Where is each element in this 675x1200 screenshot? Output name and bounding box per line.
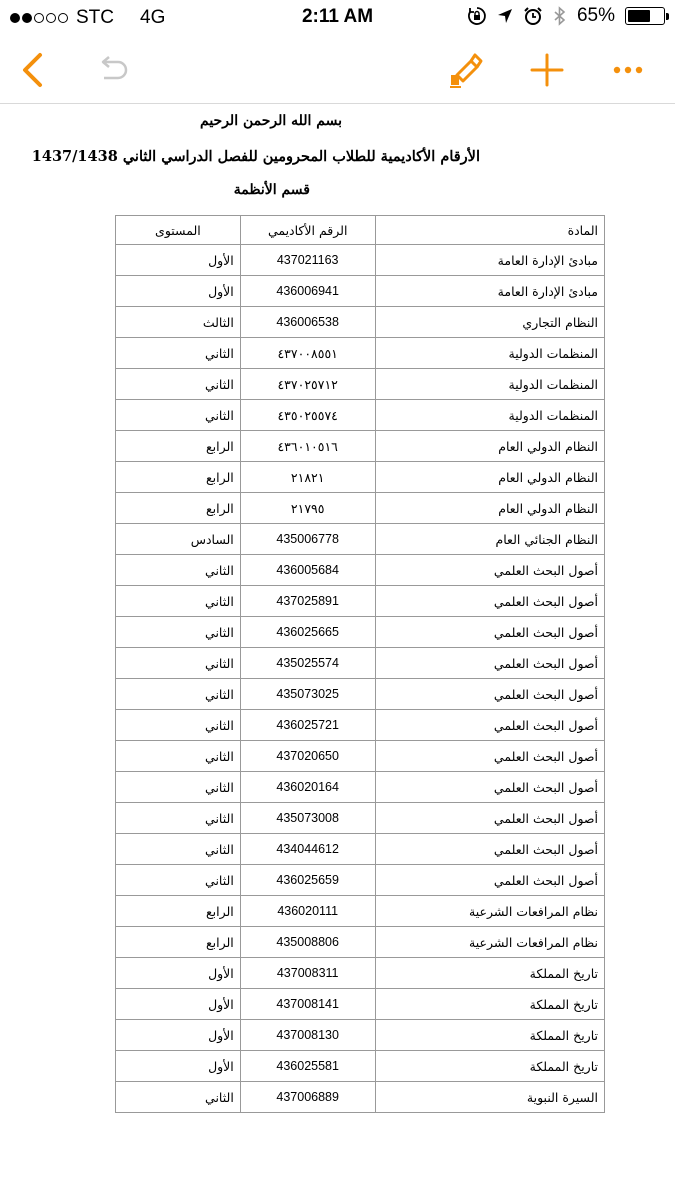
- students-table: [115, 215, 605, 1113]
- table-row: [116, 989, 605, 1020]
- cell-academic-number: 437020650: [240, 741, 375, 772]
- cell-level: الثاني: [116, 1082, 241, 1113]
- cell-academic-number: 436005684: [240, 555, 375, 586]
- table-row: [116, 555, 605, 586]
- cell-subject: أصول البحث العلمي: [375, 772, 604, 803]
- markup-button[interactable]: [446, 50, 486, 90]
- table-row: [116, 772, 605, 803]
- basmala: بسم الله الرحمن الرحيم: [200, 113, 342, 129]
- cell-subject: مبادئ الإدارة العامة: [375, 245, 604, 276]
- cell-subject: أصول البحث العلمي: [375, 617, 604, 648]
- table-row: [116, 1082, 605, 1113]
- cell-subject: تاريخ المملكة: [375, 958, 604, 989]
- back-button[interactable]: [12, 50, 52, 90]
- status-bar: [0, 0, 675, 36]
- bluetooth-icon: [553, 6, 567, 26]
- cell-subject: نظام المرافعات الشرعية: [375, 896, 604, 927]
- cell-academic-number: 436025581: [240, 1051, 375, 1082]
- cell-subject: النظام الدولي العام: [375, 493, 604, 524]
- cell-level: الأول: [116, 276, 241, 307]
- cell-subject: تاريخ المملكة: [375, 1020, 604, 1051]
- cell-level: الأول: [116, 1051, 241, 1082]
- cell-academic-number: 436025659: [240, 865, 375, 896]
- table-row: [116, 803, 605, 834]
- cell-academic-number: 436020111: [240, 896, 375, 927]
- cell-level: الثاني: [116, 772, 241, 803]
- cell-academic-number: 436020164: [240, 772, 375, 803]
- table-row: [116, 245, 605, 276]
- table-row: [116, 679, 605, 710]
- cell-level: الرابع: [116, 462, 241, 493]
- cell-subject: النظام الدولي العام: [375, 462, 604, 493]
- table-row: [116, 617, 605, 648]
- undo-button[interactable]: [92, 50, 132, 90]
- cell-subject: أصول البحث العلمي: [375, 555, 604, 586]
- cell-academic-number: ٢١٧٩٥: [240, 493, 375, 524]
- table-header-row: [116, 216, 605, 245]
- cell-academic-number: ٤٣٧٠٠٨٥٥١: [240, 338, 375, 369]
- cell-level: الثاني: [116, 679, 241, 710]
- cell-academic-number: ٤٣٦٠١٠٥١٦: [240, 431, 375, 462]
- cell-academic-number: 436006941: [240, 276, 375, 307]
- cell-academic-number: 435073008: [240, 803, 375, 834]
- battery-percent: 65%: [576, 5, 615, 26]
- cell-level: الثاني: [116, 834, 241, 865]
- document-toolbar: [0, 36, 675, 104]
- cell-academic-number: 434044612: [240, 834, 375, 865]
- cell-subject: السيرة النبوية: [375, 1082, 604, 1113]
- cell-level: الثاني: [116, 865, 241, 896]
- battery-level: [628, 10, 650, 22]
- cell-academic-number: 435073025: [240, 679, 375, 710]
- alarm-clock-icon: [523, 6, 543, 26]
- cell-subject: أصول البحث العلمي: [375, 865, 604, 896]
- cell-academic-number: 437021163: [240, 245, 375, 276]
- cell-level: الثاني: [116, 555, 241, 586]
- table-row: [116, 1051, 605, 1082]
- add-button[interactable]: [527, 50, 567, 90]
- cell-level: الأول: [116, 1020, 241, 1051]
- cell-subject: النظام الدولي العام: [375, 431, 604, 462]
- cell-academic-number: 436025721: [240, 710, 375, 741]
- cell-academic-number: 437008311: [240, 958, 375, 989]
- cell-level: الرابع: [116, 927, 241, 958]
- cell-subject: أصول البحث العلمي: [375, 834, 604, 865]
- cell-level: الثاني: [116, 369, 241, 400]
- back-chevron-icon: [18, 52, 46, 88]
- cell-academic-number: 435006778: [240, 524, 375, 555]
- cell-subject: النظام التجاري: [375, 307, 604, 338]
- header-academic-number: الرقم الأكاديمي: [240, 216, 375, 245]
- department-name: قسم الأنظمة: [233, 182, 310, 198]
- cell-academic-number: ٢١٨٢١: [240, 462, 375, 493]
- table-row: [116, 958, 605, 989]
- cell-level: الثاني: [116, 586, 241, 617]
- cell-academic-number: 435025574: [240, 648, 375, 679]
- table-row: [116, 1020, 605, 1051]
- cell-level: الرابع: [116, 431, 241, 462]
- cell-academic-number: 436006538: [240, 307, 375, 338]
- cell-subject: المنظمات الدولية: [375, 369, 604, 400]
- cell-academic-number: ٤٣٥٠٢٥٥٧٤: [240, 400, 375, 431]
- cell-subject: المنظمات الدولية: [375, 400, 604, 431]
- cell-subject: أصول البحث العلمي: [375, 710, 604, 741]
- table-row: [116, 865, 605, 896]
- cell-academic-number: 435008806: [240, 927, 375, 958]
- header-level: المستوى: [116, 216, 241, 245]
- cell-academic-number: 437006889: [240, 1082, 375, 1113]
- document-title: الأرقام الأكاديمية للطلاب المحرومين للفصل الدراسي الثاني 1437/1438: [31, 148, 480, 165]
- cell-academic-number: 437025891: [240, 586, 375, 617]
- cell-academic-number: 437008130: [240, 1020, 375, 1051]
- table-row: [116, 462, 605, 493]
- orientation-lock-icon: [467, 6, 487, 26]
- cell-subject: أصول البحث العلمي: [375, 741, 604, 772]
- location-arrow-icon: [497, 8, 513, 24]
- table-row: [116, 307, 605, 338]
- table-row: [116, 338, 605, 369]
- table-row: [116, 493, 605, 524]
- cell-subject: مبادئ الإدارة العامة: [375, 276, 604, 307]
- cell-subject: النظام الجنائي العام: [375, 524, 604, 555]
- undo-icon: [94, 54, 130, 86]
- table-row: [116, 834, 605, 865]
- cell-level: الرابع: [116, 493, 241, 524]
- network-type: 4G: [140, 7, 166, 28]
- table-row: [116, 400, 605, 431]
- table-row: [116, 431, 605, 462]
- status-right: [467, 5, 665, 27]
- table-row: [116, 896, 605, 927]
- cell-subject: نظام المرافعات الشرعية: [375, 927, 604, 958]
- cell-level: الثاني: [116, 338, 241, 369]
- table-row: [116, 586, 605, 617]
- cell-level: الأول: [116, 989, 241, 1020]
- table-row: [116, 369, 605, 400]
- cell-level: الثالث: [116, 307, 241, 338]
- table-row: [116, 710, 605, 741]
- add-icon: [529, 52, 565, 88]
- cell-level: الأول: [116, 245, 241, 276]
- cell-subject: أصول البحث العلمي: [375, 648, 604, 679]
- table-row: [116, 276, 605, 307]
- cell-subject: تاريخ المملكة: [375, 989, 604, 1020]
- cell-subject: أصول البحث العلمي: [375, 803, 604, 834]
- cell-level: الرابع: [116, 896, 241, 927]
- cell-level: الثاني: [116, 648, 241, 679]
- cell-subject: أصول البحث العلمي: [375, 679, 604, 710]
- cell-level: الثاني: [116, 803, 241, 834]
- cell-level: الثاني: [116, 710, 241, 741]
- cell-academic-number: 437008141: [240, 989, 375, 1020]
- cell-academic-number: ٤٣٧٠٢٥٧١٢: [240, 369, 375, 400]
- more-icon: [612, 65, 644, 75]
- carrier-name: STC: [76, 7, 114, 28]
- cell-level: الأول: [116, 958, 241, 989]
- table-row: [116, 741, 605, 772]
- cell-level: الثاني: [116, 400, 241, 431]
- table-row: [116, 524, 605, 555]
- table-row: [116, 648, 605, 679]
- markup-pen-icon: [447, 51, 485, 89]
- cell-academic-number: 436025665: [240, 617, 375, 648]
- more-button[interactable]: [608, 50, 648, 90]
- table-row: [116, 927, 605, 958]
- header-subject: المادة: [375, 216, 604, 245]
- cell-subject: تاريخ المملكة: [375, 1051, 604, 1082]
- status-time: 2:11 AM: [301, 6, 374, 27]
- cell-level: الثاني: [116, 741, 241, 772]
- cell-level: السادس: [116, 524, 241, 555]
- battery-icon: [625, 7, 665, 25]
- cell-subject: أصول البحث العلمي: [375, 586, 604, 617]
- cell-subject: المنظمات الدولية: [375, 338, 604, 369]
- cell-level: الثاني: [116, 617, 241, 648]
